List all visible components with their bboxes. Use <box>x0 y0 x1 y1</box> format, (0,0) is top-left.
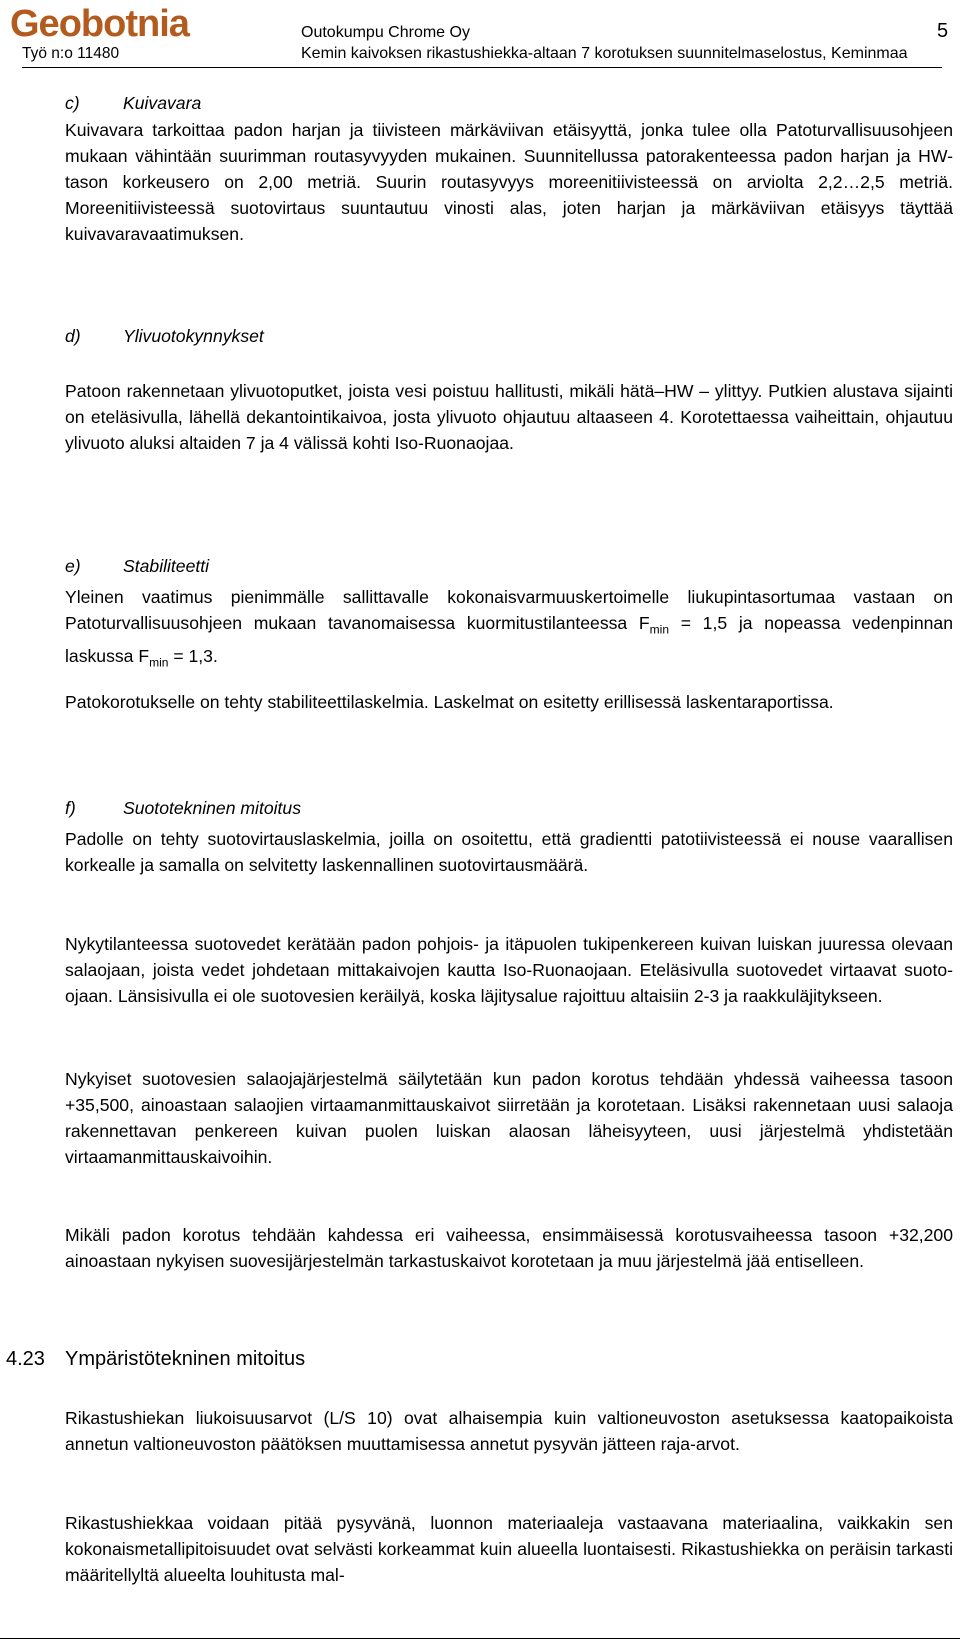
section-d-heading: d) Ylivuotokynnykset <box>65 326 264 346</box>
section-e-paragraph-2: Patokorotukselle on tehty stabiliteettilaskelmia. Laskelmat on esitetty erillisessä laskentaraportissa. <box>65 692 834 712</box>
section-f-heading: f) Suototekninen mitoitus <box>65 798 301 818</box>
section-f-paragraph-3: Nykyiset suotovesien salaojajärjestelmä säilytetään kun padon korotus tehdään yhdessä vaiheessa tasoon +35,500, ainoastaan salaojien virtaamanmittauskaivot siirretään ja korotetaan. Lisäksi rakennetaan uusi salaoja rakennettavan penkereen kuivan puolen luiskan alaosan läheisyyteen, uusi järjestelmä yhdistetään virtaamanmittauskaivoihin. <box>65 1069 953 1167</box>
section-f-paragraph-1: Padolle on tehty suotovirtauslaskelmia, joilla on osoitettu, että gradientti patotiivisteessä ei nouse vaarallisen korkealle ja samalla on selvitetty laskennallinen suotovirtausmäärä. <box>65 829 953 875</box>
section-4-23-paragraph-2: Rikastushiekkaa voidaan pitää pysyvänä, luonnon materiaaleja vastaavana materiaalina, vaikkakin sen kokonaismetallipitoisuudet ovat selvästi korkeammat kuin alueella luontaisesti. Rikastushiekka on peräisin tarkasti määritellyltä alueelta louhitusta mal- <box>65 1513 953 1585</box>
company-name: Outokumpu Chrome Oy <box>301 24 470 41</box>
section-c-paragraph-1: Kuivavara tarkoittaa padon harjan ja tiivisteen märkäviivan etäisyyttä, jonka tulee olla Patoturvallisuusohjeen mukaan vähintään suurimman routasyvyyden mukainen. Suunnitellussa patorakenteessa padon harjan ja HW-tason korkeusero on 2,00 metriä. Suurin routasyvyys moreenitiivisteessä on arviolta 2,2…2,5 metriä. Moreenitiivisteessä suotovirtaus suuntautuu vinosti alas, joten harjan ja märkäviivan etäisyys täyttää kuivavaravaatimuksen. <box>65 120 953 244</box>
footer-rule <box>0 1638 960 1639</box>
header-rule <box>22 67 942 68</box>
page-number: 5 <box>937 20 949 42</box>
section-f-paragraph-2: Nykytilanteessa suotovedet kerätään padon pohjois- ja itäpuolen tukipenkereen kuivan luiskan juuressa olevaan salaojaan, joista vedet johdetaan mittakaivojen kautta Iso-Ruonaojaan. Eteläsivulla suotovedet virtaavat suoto-ojaan. Länsisivulla ei ole suotovesien keräilyä, koska läjitysalue rajoittuu altaisiin 2-3 ja raakkuläjitykseen. <box>65 934 953 1006</box>
section-e-heading: e) Stabiliteetti <box>65 556 210 576</box>
section-4-23-paragraph-1: Rikastushiekan liukoisuusarvot (L/S 10) ovat alhaisempia kuin valtioneuvoston asetuksessa kaatopaikoista annetun valtioneuvoston päätöksen muuttamisessa annetut pysyvän jätteen raja-arvot. <box>65 1408 953 1454</box>
section-f-paragraph-4: Mikäli padon korotus tehdään kahdessa eri vaiheessa, ensimmäisessä korotusvaiheessa tasoon +32,200 ainoastaan nykyisen suovesijärjestelmän tarkastuskaivot korotetaan ja muu järjestelmä jää entiselleen. <box>65 1225 953 1271</box>
document-title: Kemin kaivoksen rikastushiekka-altaan 7 korotuksen suunnitelmaselostus, Keminmaa <box>301 45 908 62</box>
section-4-23-heading: 4.23 Ympäristötekninen mitoitus <box>6 1348 306 1370</box>
geobotnia-logo: Geobotnia <box>10 3 189 45</box>
section-e-paragraph-1: Yleinen vaatimus pienimmälle sallittavalle kokonaisvarmuuskertoimelle liukupintasortumaa vastaan on Patoturvallisuusohjeen mukaan tavanomaisessa kuormitustilanteessa $F_{min} = 1,5$ ja nopeassa vedenpinnan laskussa $F_{min} = 1,3$. <box>65 587 953 670</box>
work-number: Työ n:o 11480 <box>22 45 120 62</box>
page-header <box>0 0 960 70</box>
section-d-paragraph-1: Patoon rakennetaan ylivuotoputket, joista vesi poistuu hallitusti, mikäli hätä–HW – ylittyy. Putkien alustava sijainti on eteläsivulla, lähellä dekantointikaivoa, josta ylivuoto ohjautuu altaaseen 4. Korotettaessa vaiheittain, ohjautuu ylivuoto aluksi altaiden 7 ja 4 välissä kohti Iso-Ruonaojaa. <box>65 381 953 453</box>
section-c-heading: c) Kuivavara <box>65 93 202 113</box>
